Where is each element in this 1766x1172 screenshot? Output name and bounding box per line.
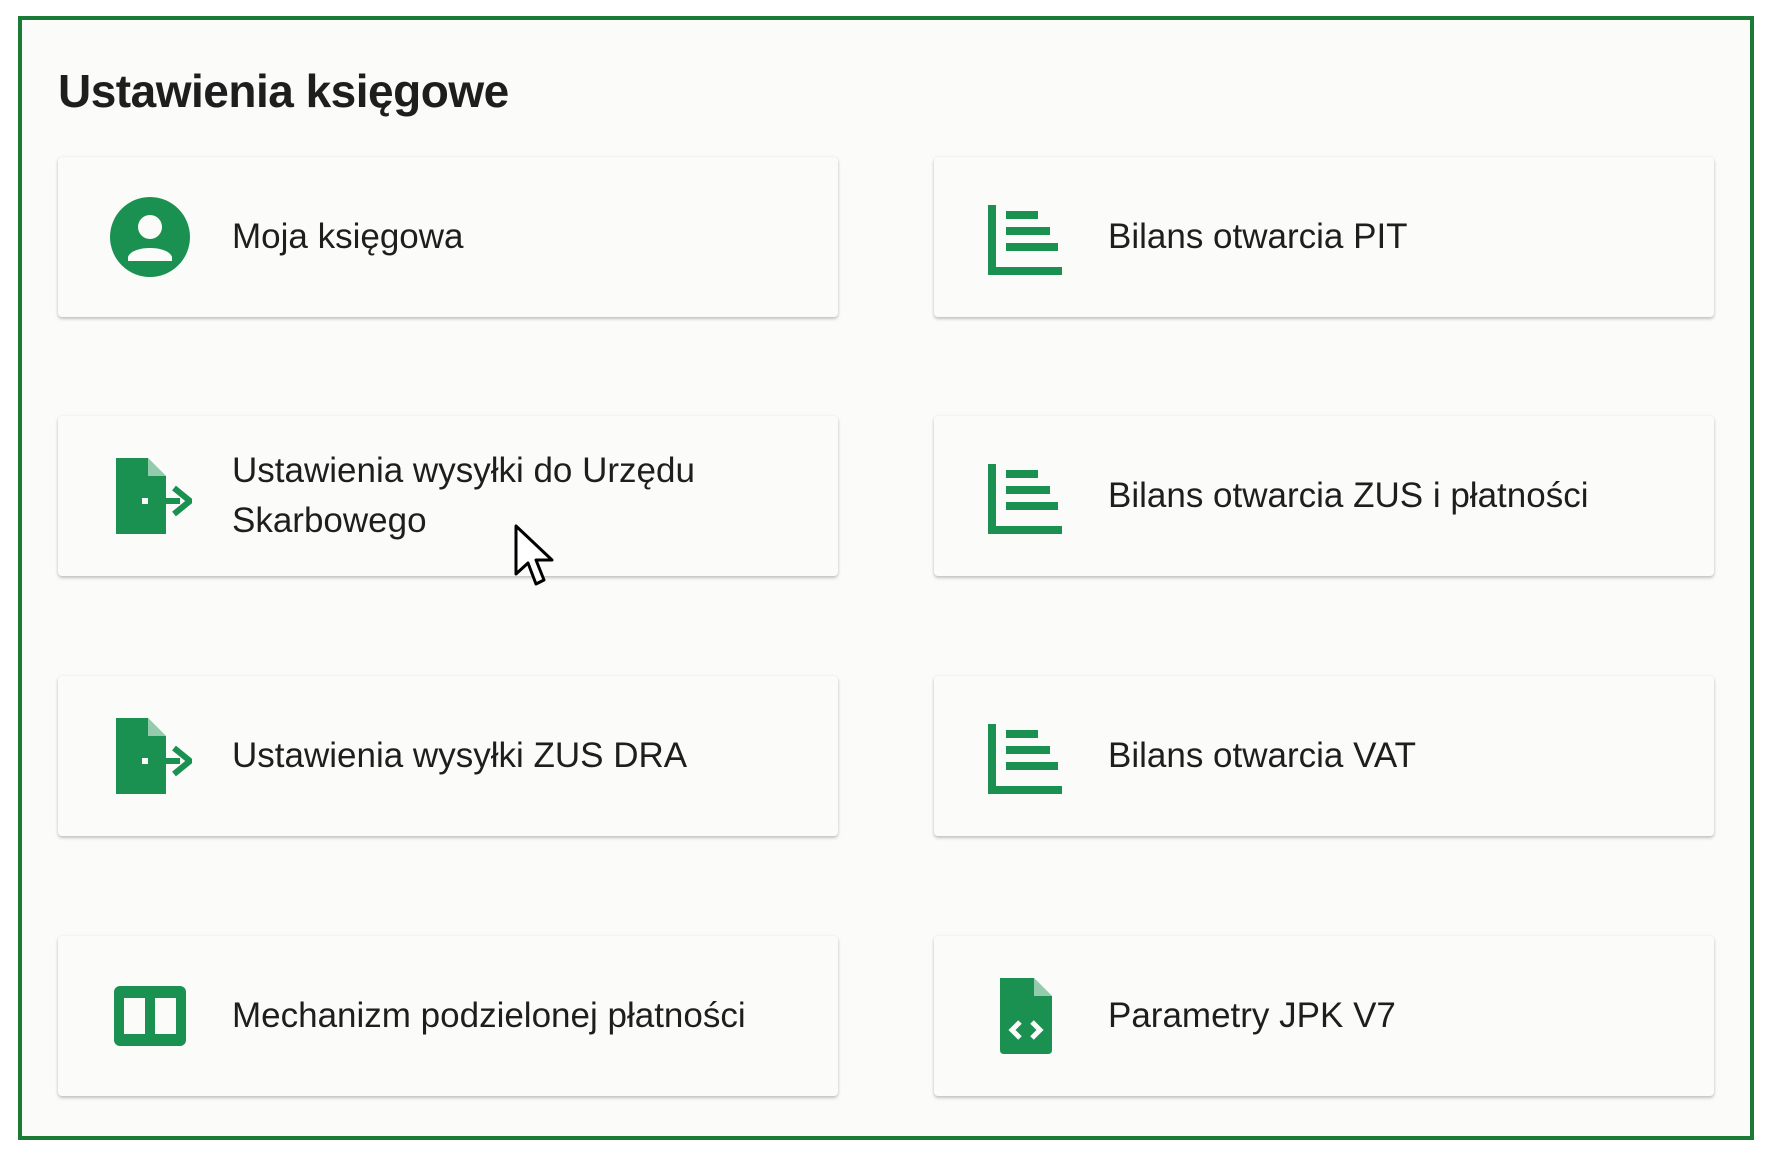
chart-list-icon: [984, 454, 1068, 538]
card-label: Bilans otwarcia VAT: [1108, 736, 1416, 775]
card-split-payment[interactable]: [58, 936, 838, 1096]
settings-panel: [18, 16, 1754, 1140]
page-title: Ustawienia księgowe: [58, 65, 509, 117]
code-file-icon: [984, 974, 1068, 1058]
account-circle-icon: [108, 195, 192, 279]
card-label: Bilans otwarcia PIT: [1108, 217, 1408, 256]
card-bilans-vat[interactable]: [934, 676, 1714, 836]
card-label: Moja księgowa: [232, 217, 464, 256]
card-wysylka-us[interactable]: [58, 416, 838, 576]
file-send-icon: [108, 714, 192, 798]
card-label: Bilans otwarcia ZUS i płatności: [1108, 476, 1589, 515]
file-send-icon: [108, 454, 192, 538]
split-panel-icon: [108, 974, 192, 1058]
card-bilans-pit[interactable]: [934, 157, 1714, 317]
card-bilans-zus[interactable]: [934, 416, 1714, 576]
chart-list-icon: [984, 195, 1068, 279]
card-label: Ustawienia wysyłki ZUS DRA: [232, 736, 688, 775]
card-wysylka-zus-dra[interactable]: [58, 676, 838, 836]
card-moja-ksiegowa[interactable]: [58, 157, 838, 317]
chart-list-icon: [984, 714, 1068, 798]
card-label: Parametry JPK V7: [1108, 996, 1396, 1035]
card-jpk-v7[interactable]: [934, 936, 1714, 1096]
card-label: Ustawienia wysyłki do Urzędu Skarbowego: [232, 451, 695, 540]
card-label: Mechanizm podzielonej płatności: [232, 996, 746, 1035]
